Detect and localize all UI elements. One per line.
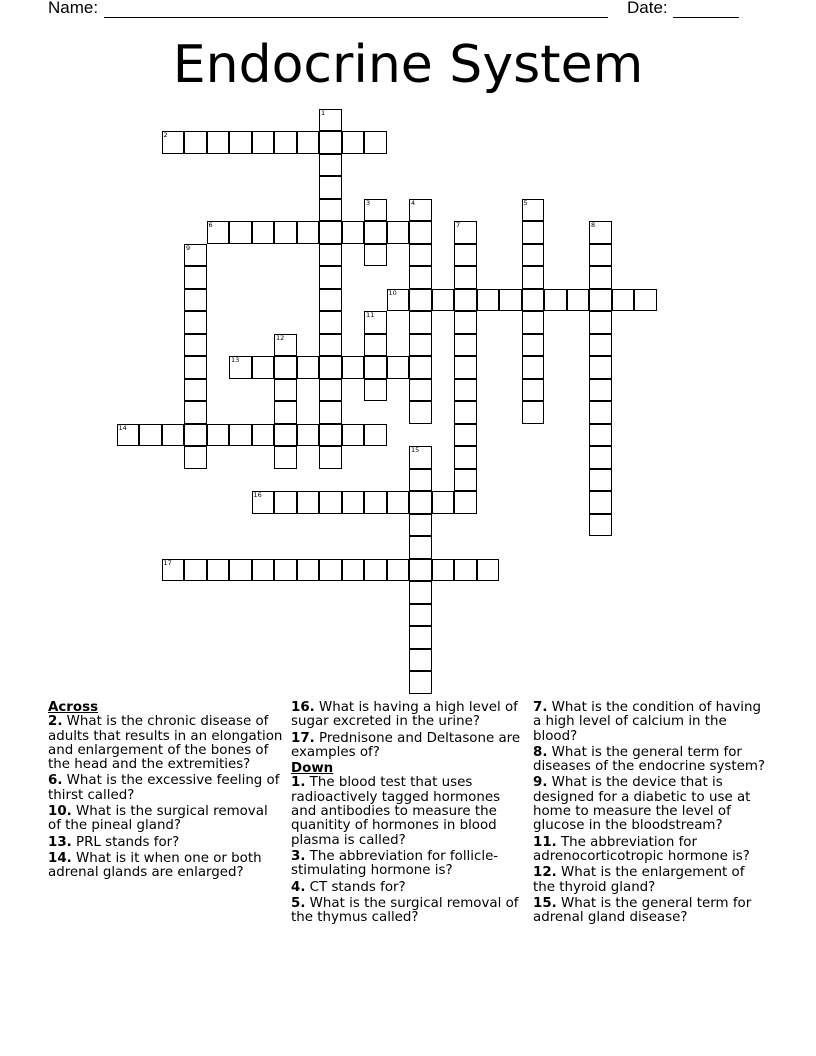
grid-cell[interactable] xyxy=(342,221,365,244)
grid-cell[interactable] xyxy=(409,581,432,604)
grid-cell[interactable] xyxy=(274,559,297,582)
clue-number: 15 xyxy=(411,446,420,454)
grid-cell[interactable] xyxy=(184,334,207,357)
grid-cell[interactable] xyxy=(364,199,387,222)
across-heading: Across xyxy=(48,700,99,715)
grid-cell[interactable] xyxy=(162,424,185,447)
grid-cell[interactable] xyxy=(409,469,432,492)
grid-cell[interactable] xyxy=(409,221,432,244)
grid-cell[interactable] xyxy=(454,379,477,402)
grid-cell[interactable] xyxy=(184,559,207,582)
grid-cell[interactable] xyxy=(522,379,545,402)
grid-cell[interactable] xyxy=(409,334,432,357)
grid-cell[interactable] xyxy=(454,446,477,469)
grid-cell[interactable] xyxy=(274,221,297,244)
clue-column-3 xyxy=(533,701,769,927)
clue-number: 11 xyxy=(366,311,375,319)
clue-number: 7 xyxy=(456,221,461,229)
grid-cell[interactable] xyxy=(454,221,477,244)
clue-number: 17 xyxy=(163,558,172,567)
grid-cell[interactable] xyxy=(184,266,207,289)
grid-cell[interactable] xyxy=(184,446,207,469)
clue-across-6: 6. What is the excessive feeling of thirst called? xyxy=(48,773,280,803)
grid-cell[interactable] xyxy=(567,289,590,312)
grid-cell[interactable] xyxy=(319,401,342,424)
grid-cell[interactable] xyxy=(409,266,432,289)
grid-cell[interactable] xyxy=(589,514,612,537)
grid-cell[interactable] xyxy=(364,334,387,357)
clue-down-5: 5. What is the surgical removal of the thymus called? xyxy=(291,895,519,926)
clue-number: 1 xyxy=(321,108,326,117)
grid-cell[interactable] xyxy=(544,289,567,312)
clue-number: 5 xyxy=(523,198,528,207)
clue-across-10: 10. What is the surgical removal of the pineal gland? xyxy=(48,804,268,834)
grid-cell[interactable] xyxy=(364,424,387,447)
grid-cell[interactable] xyxy=(589,446,612,469)
grid-cell[interactable] xyxy=(454,491,477,514)
grid-cell[interactable] xyxy=(364,244,387,267)
grid-cell[interactable] xyxy=(409,491,432,514)
clue-column-1 xyxy=(48,701,284,883)
grid-cell[interactable] xyxy=(589,401,612,424)
grid-cell[interactable] xyxy=(589,244,612,267)
grid-cell[interactable] xyxy=(319,131,342,154)
grid-cell[interactable] xyxy=(274,491,297,514)
clue-column-2 xyxy=(291,701,527,927)
clue-number: 4 xyxy=(411,198,416,207)
clue-down-9: 9. What is the device that is designed for a diabetic to use at home to measure the level of glucose in the bloodstream? xyxy=(533,775,751,834)
grid-cell[interactable] xyxy=(364,221,387,244)
clue-down-7: 7. What is the condition of having a high level of calcium in the blood? xyxy=(533,700,761,744)
grid-cell[interactable] xyxy=(207,221,230,244)
grid-cell[interactable] xyxy=(297,559,320,582)
grid-cell[interactable] xyxy=(387,559,410,582)
grid-cell[interactable] xyxy=(274,401,297,424)
grid-cell[interactable] xyxy=(409,199,432,222)
grid-cell[interactable] xyxy=(252,424,275,447)
grid-cell[interactable] xyxy=(522,221,545,244)
grid-cell[interactable] xyxy=(252,131,275,154)
grid-cell[interactable] xyxy=(387,491,410,514)
grid-cell[interactable] xyxy=(364,356,387,379)
grid-cell[interactable] xyxy=(409,289,432,312)
grid-cell[interactable] xyxy=(454,289,477,312)
grid-cell[interactable] xyxy=(454,469,477,492)
grid-cell[interactable] xyxy=(522,401,545,424)
grid-cell[interactable] xyxy=(139,424,162,447)
grid-cell[interactable] xyxy=(207,559,230,582)
grid-cell[interactable] xyxy=(589,469,612,492)
grid-cell[interactable] xyxy=(162,131,185,154)
clue-across-13: 13. PRL stands for? xyxy=(48,834,180,850)
down-heading: Down xyxy=(291,761,334,777)
clue-number: 3 xyxy=(366,198,371,207)
grid-cell[interactable] xyxy=(477,559,500,582)
grid-cell[interactable] xyxy=(409,671,432,694)
grid-cell[interactable] xyxy=(409,446,432,469)
clue-down-12: 12. What is the enlargement of the thyroid gland? xyxy=(533,865,745,895)
grid-cell[interactable] xyxy=(184,131,207,154)
grid-cell[interactable] xyxy=(319,154,342,177)
grid-cell[interactable] xyxy=(184,379,207,402)
grid-cell[interactable] xyxy=(297,221,320,244)
clue-number: 2 xyxy=(163,131,168,139)
grid-cell[interactable] xyxy=(522,199,545,222)
grid-cell[interactable] xyxy=(252,356,275,379)
grid-cell[interactable] xyxy=(117,424,140,447)
grid-cell[interactable] xyxy=(297,491,320,514)
grid-cell[interactable] xyxy=(409,311,432,334)
grid-cell[interactable] xyxy=(454,424,477,447)
grid-cell[interactable] xyxy=(342,491,365,514)
grid-cell[interactable] xyxy=(184,424,207,447)
grid-cell[interactable] xyxy=(184,244,207,267)
grid-cell[interactable] xyxy=(207,424,230,447)
grid-cell[interactable] xyxy=(319,289,342,312)
grid-cell[interactable] xyxy=(297,356,320,379)
clue-down-1: 1. The blood test that uses radioactively tagged hormones and antibodies to measure the quanitity of hormones in blood plasma is called? xyxy=(291,775,501,848)
grid-cell[interactable] xyxy=(319,221,342,244)
grid-cell[interactable] xyxy=(319,446,342,469)
grid-cell[interactable] xyxy=(589,379,612,402)
grid-cell[interactable] xyxy=(522,266,545,289)
clue-number: 10 xyxy=(388,288,397,297)
grid-cell[interactable] xyxy=(319,559,342,582)
grid-cell[interactable] xyxy=(522,334,545,357)
grid-cell[interactable] xyxy=(342,131,365,154)
grid-cell[interactable] xyxy=(522,311,545,334)
grid-cell[interactable] xyxy=(522,356,545,379)
clue-across-2: 2. What is the chronic disease of adults that results in an elongation and enlargement of the bones of the head and the extremities? xyxy=(48,714,283,773)
grid-cell[interactable] xyxy=(319,334,342,357)
grid-cell[interactable] xyxy=(409,356,432,379)
page-title: Endocrine System xyxy=(172,35,644,95)
grid-cell[interactable] xyxy=(229,559,252,582)
clue-number: 8 xyxy=(591,221,596,229)
clue-number: 16 xyxy=(253,491,262,499)
grid-cell[interactable] xyxy=(342,559,365,582)
grid-cell[interactable] xyxy=(454,334,477,357)
clue-across-16: 16. What is having a high level of sugar excreted in the urine? xyxy=(291,700,518,730)
clue-down-3: 3. The abbreviation for follicle-stimulating hormone is? xyxy=(291,848,499,879)
grid-cell[interactable] xyxy=(229,221,252,244)
grid-cell[interactable] xyxy=(319,379,342,402)
grid-cell[interactable] xyxy=(274,424,297,447)
grid-cell[interactable] xyxy=(319,491,342,514)
grid-cell[interactable] xyxy=(522,289,545,312)
grid-cell[interactable] xyxy=(162,559,185,582)
grid-cell[interactable] xyxy=(229,424,252,447)
grid-cell[interactable] xyxy=(409,244,432,267)
grid-cell[interactable] xyxy=(454,559,477,582)
grid-cell[interactable] xyxy=(364,379,387,402)
grid-cell[interactable] xyxy=(319,424,342,447)
grid-cell[interactable] xyxy=(409,649,432,672)
clue-down-15: 15. What is the general term for adrenal gland disease? xyxy=(533,895,752,926)
grid-cell[interactable] xyxy=(589,334,612,357)
grid-cell[interactable] xyxy=(387,221,410,244)
grid-cell[interactable] xyxy=(319,311,342,334)
grid-cell[interactable] xyxy=(589,491,612,514)
grid-cell[interactable] xyxy=(274,446,297,469)
grid-cell[interactable] xyxy=(342,356,365,379)
grid-cell[interactable] xyxy=(319,244,342,267)
grid-cell[interactable] xyxy=(297,424,320,447)
clue-across-14: 14. What is it when one or both adrenal glands are enlarged? xyxy=(48,850,262,881)
grid-cell[interactable] xyxy=(252,491,275,514)
grid-cell[interactable] xyxy=(297,131,320,154)
grid-cell[interactable] xyxy=(252,559,275,582)
grid-cell[interactable] xyxy=(387,356,410,379)
grid-cell[interactable] xyxy=(319,109,342,132)
grid-cell[interactable] xyxy=(274,356,297,379)
grid-cell[interactable] xyxy=(319,266,342,289)
clue-down-8: 8. What is the general term for diseases of the endocrine system? xyxy=(533,744,765,775)
grid-cell[interactable] xyxy=(184,401,207,424)
grid-cell[interactable] xyxy=(477,289,500,312)
grid-cell[interactable] xyxy=(589,289,612,312)
grid-cell[interactable] xyxy=(409,536,432,559)
clue-down-11: 11. The abbreviation for adrenocorticotropic hormone is? xyxy=(533,834,750,864)
grid-cell[interactable] xyxy=(499,289,522,312)
grid-cell[interactable] xyxy=(274,379,297,402)
grid-cell[interactable] xyxy=(589,221,612,244)
clue-number: 6 xyxy=(208,221,213,229)
grid-cell[interactable] xyxy=(589,356,612,379)
grid-cell[interactable] xyxy=(409,379,432,402)
grid-cell[interactable] xyxy=(319,176,342,199)
grid-cell[interactable] xyxy=(432,491,455,514)
grid-cell[interactable] xyxy=(364,559,387,582)
grid-cell[interactable] xyxy=(387,289,410,312)
grid-cell[interactable] xyxy=(432,289,455,312)
clue-down-4: 4. CT stands for? xyxy=(291,879,406,895)
grid-cell[interactable] xyxy=(454,266,477,289)
grid-cell[interactable] xyxy=(364,131,387,154)
grid-cell[interactable] xyxy=(229,356,252,379)
grid-cell[interactable] xyxy=(364,311,387,334)
grid-cell[interactable] xyxy=(319,199,342,222)
grid-cell[interactable] xyxy=(207,131,230,154)
date-label: Date: xyxy=(627,0,668,17)
grid-cell[interactable] xyxy=(184,356,207,379)
grid-cell[interactable] xyxy=(252,221,275,244)
grid-cell[interactable] xyxy=(454,401,477,424)
grid-cell[interactable] xyxy=(184,289,207,312)
grid-cell[interactable] xyxy=(589,424,612,447)
grid-cell[interactable] xyxy=(522,244,545,267)
clue-across-17: 17. Prednisone and Deltasone are examples of? xyxy=(291,730,521,760)
grid-cell[interactable] xyxy=(454,311,477,334)
grid-cell[interactable] xyxy=(432,559,455,582)
grid-cell[interactable] xyxy=(409,604,432,627)
clue-number: 14 xyxy=(118,423,127,432)
grid-cell[interactable] xyxy=(454,244,477,267)
grid-cell[interactable] xyxy=(274,334,297,357)
grid-cell[interactable] xyxy=(342,424,365,447)
clue-number: 9 xyxy=(186,243,191,252)
grid-cell[interactable] xyxy=(184,311,207,334)
grid-cell[interactable] xyxy=(319,356,342,379)
grid-cell[interactable] xyxy=(409,514,432,537)
clue-number: 13 xyxy=(231,356,240,364)
grid-cell[interactable] xyxy=(634,289,657,312)
grid-cell[interactable] xyxy=(612,289,635,312)
grid-cell[interactable] xyxy=(364,491,387,514)
clue-number: 12 xyxy=(276,333,285,342)
grid-cell[interactable] xyxy=(589,266,612,289)
grid-cell[interactable] xyxy=(409,401,432,424)
grid-cell[interactable] xyxy=(589,311,612,334)
name-label: Name: xyxy=(48,0,99,17)
grid-cell[interactable] xyxy=(229,131,252,154)
grid-cell[interactable] xyxy=(454,356,477,379)
grid-cell[interactable] xyxy=(409,559,432,582)
grid-cell[interactable] xyxy=(409,626,432,649)
grid-cell[interactable] xyxy=(274,131,297,154)
